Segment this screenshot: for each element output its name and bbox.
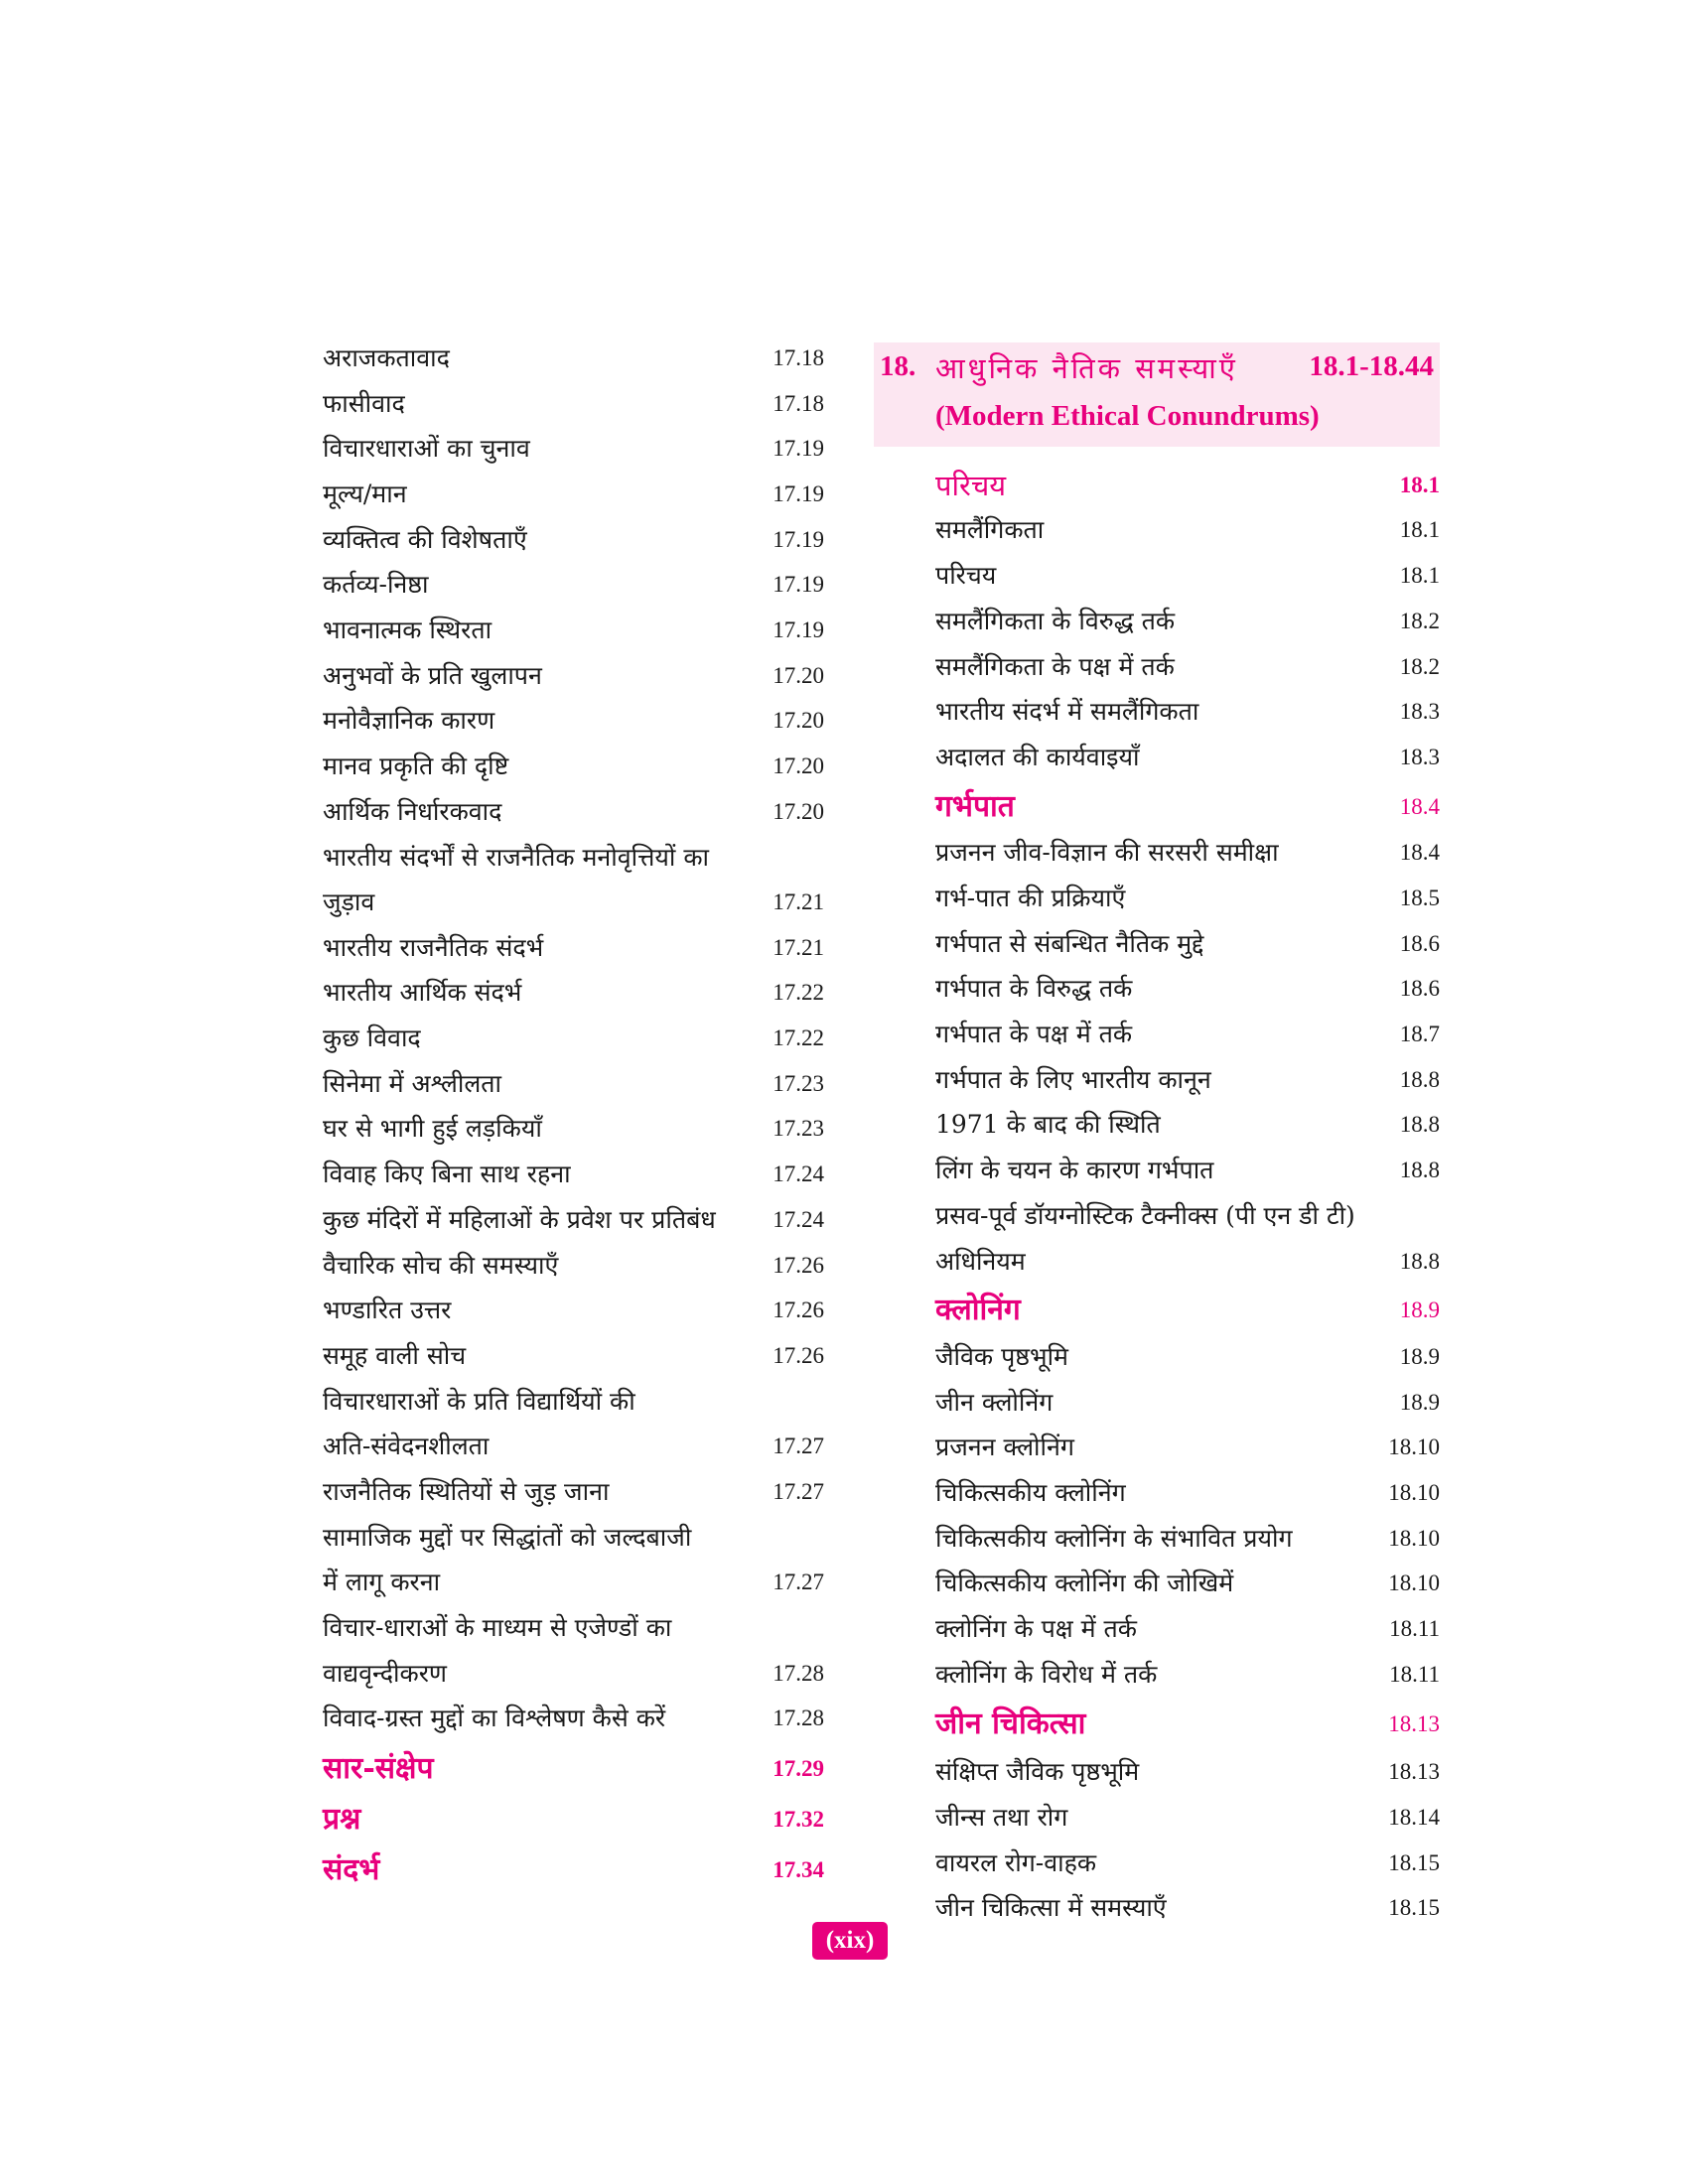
toc-section-heading [323, 1746, 824, 1792]
toc-entry-page: 18.3 [1399, 699, 1440, 724]
toc-entry [874, 689, 1440, 735]
toc-entry-page: 17.22 [773, 1025, 824, 1050]
toc-entry-page: 17.28 [773, 1706, 824, 1730]
toc-entry [323, 835, 824, 881]
toc-entry-title: मनोवैज्ञानिक कारण [323, 706, 495, 735]
toc-entry-title: राजनैतिक स्थितियों से जुड़ जाना [323, 1477, 610, 1506]
toc-entry-title: लिंग के चयन के कारण गर्भपात [935, 1156, 1214, 1184]
toc-entry [323, 653, 824, 699]
toc-entry-title: समलैंगिकता के विरुद्ध तर्क [935, 607, 1176, 635]
toc-entry-title: संदर्भ [323, 1852, 380, 1887]
toc-entry-title: गर्भपात से संबन्धित नैतिक मुद्दे [935, 929, 1204, 958]
toc-entry-title: व्यक्तित्व की विशेषताएँ [323, 525, 527, 554]
toc-entry [323, 1379, 824, 1425]
toc-entry-title: सार-संक्षेप [323, 1751, 434, 1786]
toc-entry-page: 18.2 [1399, 654, 1440, 679]
toc-entry-title: जीन क्लोनिंग [935, 1388, 1054, 1417]
toc-entry-page: 18.5 [1399, 886, 1440, 910]
toc-entry-title: जीन चिकित्सा [935, 1706, 1086, 1741]
toc-entry-title: गर्भपात [935, 789, 1015, 824]
toc-entry-title: वाद्यवृन्दीकरण [323, 1659, 448, 1688]
toc-entry-title: समलैंगिकता के पक्ष में तर्क [935, 652, 1175, 681]
toc-entry [323, 1197, 824, 1243]
toc-entry-page: 18.1 [1399, 517, 1440, 542]
toc-entry [323, 426, 824, 472]
toc-entry [323, 336, 824, 381]
toc-entry-page: 18.4 [1399, 840, 1440, 865]
toc-entry-page: 17.23 [773, 1116, 824, 1141]
toc-entry-page: 18.9 [1399, 1297, 1440, 1322]
toc-entry [874, 1841, 1440, 1886]
toc-entry [323, 744, 824, 789]
toc-entry-page: 17.18 [773, 391, 824, 416]
toc-entry [874, 876, 1440, 921]
chapter-subtitle: (Modern Ethical Conundrums) [935, 400, 1320, 432]
toc-entry-title: क्लोनिंग [935, 1293, 1021, 1327]
toc-entry-page: 17.19 [773, 527, 824, 552]
toc-entry-title: कुछ मंदिरों में महिलाओं के प्रवेश पर प्रतिबंध [323, 1205, 716, 1234]
toc-entry-title: कुछ विवाद [323, 1024, 421, 1052]
toc-entry-title: में लागू करना [323, 1568, 441, 1596]
toc-entry-title: जुड़ाव [323, 887, 375, 916]
toc-entry [323, 1016, 824, 1061]
toc-entry-title: 1971 के बाद की स्थिति [935, 1110, 1161, 1139]
toc-entry-page: 17.24 [773, 1161, 824, 1186]
toc-entry [874, 1334, 1440, 1380]
toc-entry [874, 553, 1440, 599]
toc-entry-page: 18.8 [1399, 1249, 1440, 1274]
toc-entry-title: अदालत की कार्यवाइयाँ [935, 743, 1140, 771]
toc-entry-page: 18.13 [1388, 1759, 1440, 1784]
toc-entry-page: 17.32 [773, 1807, 824, 1832]
toc-entry-title: अधिनियम [935, 1247, 1026, 1276]
toc-entry-page: 17.23 [773, 1071, 824, 1096]
toc-entry [323, 517, 824, 563]
toc-entry-page: 18.6 [1399, 976, 1440, 1001]
toc-entry [323, 1106, 824, 1152]
toc-entry-title: भारतीय राजनैतिक संदर्भ [323, 933, 544, 962]
toc-entry-page: 17.34 [773, 1857, 824, 1882]
chapter-page-range: 18.1-18.44 [1309, 350, 1434, 382]
toc-entry-page: 18.10 [1388, 1480, 1440, 1505]
toc-entry-page: 18.8 [1399, 1112, 1440, 1137]
toc-section-heading [874, 784, 1440, 830]
chapter-heading-box [874, 342, 1440, 447]
toc-entry-page: 17.18 [773, 345, 824, 370]
toc-entry [323, 1515, 824, 1561]
toc-entry-title: चिकित्सकीय क्लोनिंग [935, 1478, 1126, 1507]
toc-entry-title: वायरल रोग-वाहक [935, 1848, 1097, 1877]
toc-entry [323, 1560, 824, 1605]
toc-entry-page: 18.7 [1399, 1022, 1440, 1046]
toc-entry-title: गर्भपात के पक्ष में तर्क [935, 1020, 1133, 1048]
toc-entry-page: 18.15 [1388, 1850, 1440, 1875]
toc-entry-title: सामाजिक मुद्दों पर सिद्धांतों को जल्दबाजी [323, 1523, 692, 1552]
toc-section-heading [874, 463, 1440, 508]
toc-entry-title: अनुभवों के प्रति खुलापन [323, 661, 542, 690]
toc-entry [874, 1606, 1440, 1652]
toc-entry [874, 1516, 1440, 1562]
toc-entry-title: कर्तव्य-निष्ठा [323, 570, 429, 599]
page-number-badge: (xix) [812, 1922, 888, 1960]
toc-entry-title: परिचय [935, 561, 997, 590]
toc-entry-page: 17.24 [773, 1207, 824, 1232]
toc-entry [323, 880, 824, 925]
toc-entry-page: 17.19 [773, 572, 824, 597]
toc-section-heading [874, 1702, 1440, 1747]
toc-entry-page: 18.1 [1399, 563, 1440, 588]
toc-entry-page: 18.9 [1399, 1344, 1440, 1369]
toc-entry-page: 18.8 [1399, 1158, 1440, 1182]
toc-entry-page: 18.3 [1399, 745, 1440, 769]
toc-entry [323, 925, 824, 971]
toc-entry-page: 17.29 [773, 1756, 824, 1781]
toc-entry-title: चिकित्सकीय क्लोनिंग की जोखिमें [935, 1569, 1234, 1597]
toc-entry [874, 1425, 1440, 1470]
toc-entry [874, 1012, 1440, 1057]
toc-entry [874, 735, 1440, 780]
toc-entry-page: 17.20 [773, 708, 824, 733]
toc-entry-page: 18.10 [1388, 1526, 1440, 1551]
toc-entry [874, 1795, 1440, 1841]
toc-entry [874, 921, 1440, 967]
toc-entry-title: परिचय [935, 469, 1007, 502]
toc-entry-title: भारतीय संदर्भ में समलैंगिकता [935, 697, 1199, 726]
toc-entry-title: क्लोनिंग के पक्ष में तर्क [935, 1614, 1137, 1643]
toc-entry [323, 1651, 824, 1697]
toc-entry-title: जीन चिकित्सा में समस्याएँ [935, 1893, 1167, 1922]
toc-entry-title: गर्भपात के लिए भारतीय कानून [935, 1065, 1211, 1094]
toc-entry [323, 1469, 824, 1515]
toc-entry [323, 1696, 824, 1741]
toc-entry-page: 17.19 [773, 436, 824, 461]
toc-entry [874, 1102, 1440, 1148]
toc-entry-page: 18.13 [1388, 1711, 1440, 1736]
toc-entry [323, 970, 824, 1016]
toc-entry-page: 17.26 [773, 1343, 824, 1368]
toc-entry [323, 698, 824, 744]
toc-entry-title: प्रजनन जीव-विज्ञान की सरसरी समीक्षा [935, 838, 1279, 867]
toc-entry-title: विचारधाराओं के प्रति विद्यार्थियों की [323, 1387, 635, 1416]
toc-entry-page: 18.9 [1399, 1390, 1440, 1415]
toc-entry-page: 18.4 [1399, 794, 1440, 819]
toc-entry [323, 562, 824, 608]
toc-entry-title: विचारधाराओं का चुनाव [323, 434, 530, 463]
toc-entry-title: आर्थिक निर्धारकवाद [323, 797, 502, 826]
toc-entry [874, 507, 1440, 553]
toc-entry-title: प्रजनन क्लोनिंग [935, 1433, 1074, 1461]
chapter-title: आधुनिक नैतिक समस्याएँ [935, 351, 1238, 385]
toc-entry-page: 17.27 [773, 1433, 824, 1458]
toc-entry-title: जीन्स तथा रोग [935, 1803, 1068, 1832]
toc-entry-title: प्रसव-पूर्व डॉयग्नोस्टिक टैक्नीक्स (पी एन डी टी) [935, 1201, 1355, 1230]
toc-entry-title: गर्भपात के विरुद्ध तर्क [935, 974, 1133, 1003]
toc-entry-title: भावनात्मक स्थिरता [323, 615, 492, 644]
toc-entry [874, 599, 1440, 644]
toc-entry [323, 1424, 824, 1469]
toc-entry-title: घर से भागी हुई लड़कियाँ [323, 1114, 542, 1143]
toc-entry-title: प्रश्न [323, 1802, 361, 1837]
toc-entry [874, 1239, 1440, 1285]
toc-entry [874, 1380, 1440, 1426]
toc-entry-page: 17.19 [773, 481, 824, 506]
toc-entry-title: समलैंगिकता [935, 515, 1045, 544]
toc-entry-page: 18.1 [1399, 473, 1440, 497]
toc-entry-page: 17.28 [773, 1661, 824, 1686]
toc-entry-page: 17.27 [773, 1479, 824, 1504]
toc-entry [874, 644, 1440, 690]
toc-entry-page: 18.8 [1399, 1067, 1440, 1092]
toc-entry [323, 608, 824, 653]
toc-entry-title: भण्डारित उत्तर [323, 1296, 452, 1324]
toc-entry-page: 18.10 [1388, 1570, 1440, 1595]
toc-entry [874, 1885, 1440, 1931]
toc-entry-title: गर्भ-पात की प्रक्रियाएँ [935, 884, 1126, 912]
toc-section-heading [323, 1847, 824, 1893]
toc-entry-page: 17.20 [773, 753, 824, 778]
toc-entry-title: फासीवाद [323, 389, 405, 418]
toc-entry [874, 1749, 1440, 1795]
toc-entry [323, 1605, 824, 1651]
toc-entry [323, 789, 824, 835]
toc-entry-title: अति-संवेदनशीलता [323, 1432, 490, 1460]
toc-section-heading [874, 1288, 1440, 1333]
toc-entry-title: सिनेमा में अश्लीलता [323, 1069, 502, 1098]
toc-entry-page: 17.20 [773, 663, 824, 688]
toc-entry [323, 472, 824, 517]
toc-entry-page: 18.11 [1389, 1616, 1440, 1641]
toc-entry-page: 17.27 [773, 1570, 824, 1594]
toc-entry-title: भारतीय संदर्भों से राजनैतिक मनोवृत्तियों का [323, 843, 710, 872]
toc-entry-page: 18.6 [1399, 931, 1440, 956]
toc-entry-title: क्लोनिंग के विरोध में तर्क [935, 1660, 1158, 1689]
toc-entry-title: चिकित्सकीय क्लोनिंग के संभावित प्रयोग [935, 1524, 1293, 1553]
toc-entry [874, 966, 1440, 1012]
toc-entry-title: जैविक पृष्ठभूमि [935, 1342, 1068, 1371]
toc-section-heading [323, 1797, 824, 1843]
toc-entry-title: विवाद-ग्रस्त मुद्दों का विश्लेषण कैसे करें [323, 1704, 666, 1732]
toc-entry [323, 1333, 824, 1379]
toc-entry [874, 1470, 1440, 1516]
toc-entry-page: 18.2 [1399, 609, 1440, 633]
chapter-number: 18. [880, 350, 916, 382]
toc-entry-title: मानव प्रकृति की दृष्टि [323, 751, 509, 780]
toc-entry-title: भारतीय आर्थिक संदर्भ [323, 978, 522, 1007]
toc-entry [323, 1243, 824, 1289]
toc-entry-page: 17.22 [773, 980, 824, 1005]
toc-entry [874, 1561, 1440, 1606]
toc-entry [874, 1652, 1440, 1698]
toc-entry-title: संक्षिप्त जैविक पृष्ठभूमि [935, 1757, 1140, 1786]
toc-entry-page: 17.19 [773, 617, 824, 642]
toc-entry-title: मूल्य/मान [323, 479, 407, 508]
toc-entry-title: अराजकतावाद [323, 343, 450, 372]
toc-entry [874, 1193, 1440, 1239]
toc-entry [323, 1061, 824, 1107]
toc-entry-page: 17.26 [773, 1297, 824, 1322]
toc-entry [323, 381, 824, 427]
toc-entry [874, 830, 1440, 876]
toc-entry [874, 1148, 1440, 1193]
toc-entry-page: 17.21 [773, 935, 824, 960]
toc-entry-page: 18.10 [1388, 1434, 1440, 1459]
toc-entry-title: विवाह किए बिना साथ रहना [323, 1160, 571, 1188]
toc-entry-page: 18.14 [1388, 1805, 1440, 1830]
toc-entry [874, 1057, 1440, 1103]
toc-entry-title: समूह वाली सोच [323, 1341, 467, 1370]
toc-entry-title: वैचारिक सोच की समस्याएँ [323, 1251, 559, 1280]
toc-entry [323, 1288, 824, 1333]
toc-entry-page: 17.21 [773, 889, 824, 914]
toc-entry [323, 1152, 824, 1197]
toc-entry-page: 17.26 [773, 1253, 824, 1278]
toc-entry-page: 17.20 [773, 799, 824, 824]
toc-entry-page: 18.11 [1389, 1662, 1440, 1687]
toc-entry-title: विचार-धाराओं के माध्यम से एजेण्डों का [323, 1613, 672, 1642]
toc-entry-page: 18.15 [1388, 1895, 1440, 1920]
